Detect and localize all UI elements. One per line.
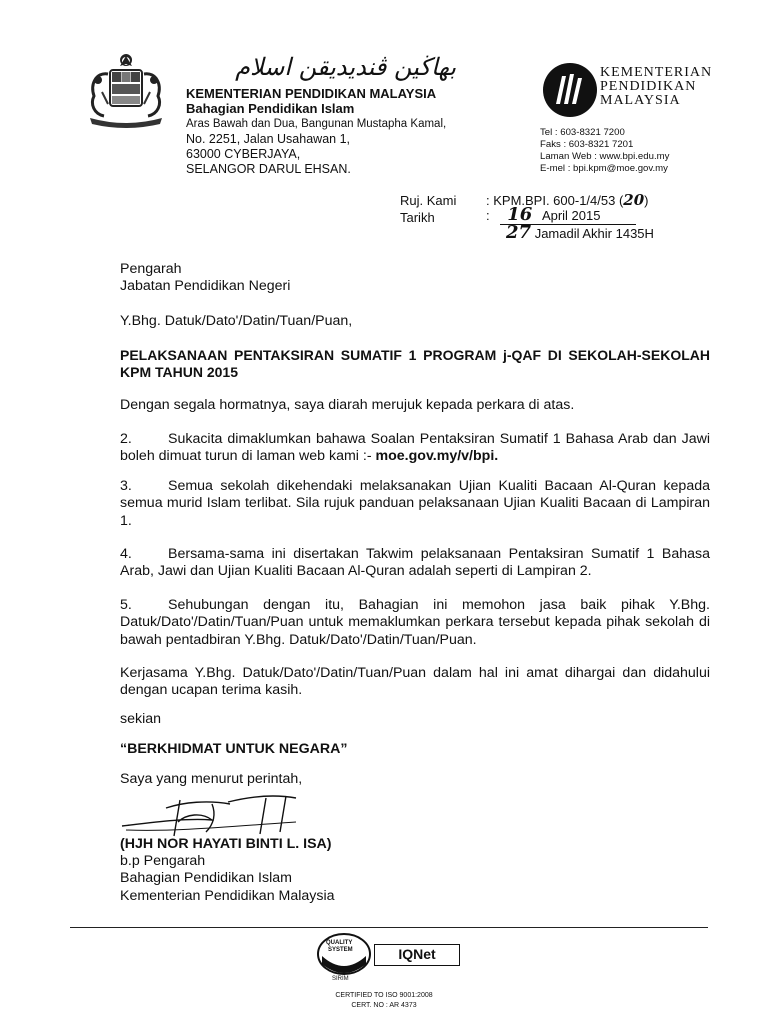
paragraph-4-text: Bersama-sama ini disertakan Takwim pelaksanaan Pentaksiran Sumatif 1 Bahasa Arab, Jawi dan Ujian Kualiti Bacaan Al-Quran adalah seperti di Lampiran 2. — [120, 546, 710, 580]
ref-label: Ruj. Kami — [400, 193, 457, 208]
signature-graphic — [116, 792, 316, 840]
iqnet-text: IQNet — [398, 946, 436, 962]
cert-iso-line: CERTIFIED TO ISO 9001:2008 — [335, 992, 433, 999]
paragraph-3-text: Semua sekolah dikehendaki melaksanakan Ujian Kualiti Bacaan Al-Quran kepada semua murid Islam terlibat. Sila rujuk panduan pelaksanaan Ujian Kualiti Bacaan di Lampiran 1. — [120, 478, 710, 529]
date-label: Tarikh — [400, 210, 435, 225]
subject-heading: PELAKSANAAN PENTAKSIRAN SUMATIF 1 PROGRAM j-QAF DI SEKOLAH-SEKOLAH KPM TAHUN 2015 — [120, 347, 710, 381]
ref-close-paren: ) — [644, 193, 649, 208]
date-value — [486, 206, 600, 224]
cert-number-line: CERT. NO : AR 4373 — [351, 1002, 417, 1009]
signatory-line-2: Bahagian Pendidikan Islam — [120, 870, 292, 886]
yours-faithfully: Saya yang menurut perintah, — [120, 771, 303, 787]
footer-divider — [70, 927, 708, 928]
paragraph-5-number: 5. — [120, 597, 132, 613]
certification-badges — [316, 932, 466, 988]
logo-text-kementerian: KEMENTERIAN — [600, 65, 713, 80]
paragraph-3 — [120, 478, 710, 530]
motto: “BERKHIDMAT UNTUK NEGARA” — [120, 741, 348, 757]
recipient-department: Jabatan Pendidikan Negeri — [120, 278, 291, 294]
logo-text-malaysia: MALAYSIA — [600, 93, 681, 108]
kpm-logo-icon — [542, 62, 598, 118]
closing-paragraph: Kerjasama Y.Bhg. Datuk/Dato'/Datin/Tuan/Puan dalam hal ini amat dihargai dan didahului dengan ucapan terima kasih. — [120, 665, 710, 699]
coat-of-arms-logo — [80, 52, 172, 130]
hijri-date — [506, 224, 654, 242]
paragraph-4 — [120, 546, 710, 581]
contact-email: E-mel : bpi.kpm@moe.gov.my — [540, 163, 668, 174]
division-name: Bahagian Pendidikan Islam — [186, 101, 355, 116]
bpi-website-link[interactable]: moe.gov.my/v/bpi. — [375, 448, 499, 465]
ref-value-text: : KPM.BPI. 600-1/4/53 ( — [486, 193, 624, 208]
date-month-year: April 2015 — [541, 208, 601, 223]
paragraph-2-text: Sukacita dimaklumkan bahawa Soalan Pentaksiran Sumatif 1 Bahasa Arab dan Jawi boleh dimuat turun di laman web kami :- — [120, 431, 710, 465]
paragraph-2-number: 2. — [120, 431, 132, 447]
contact-fax: Faks : 603-8321 7201 — [540, 139, 634, 150]
address-line-1: Aras Bawah dan Dua, Bangunan Mustapha Kamal, — [186, 118, 447, 130]
recipient-title: Pengarah — [120, 261, 182, 277]
date-colon: : — [486, 208, 490, 223]
paragraph-4-number: 4. — [120, 546, 132, 562]
badge-sirim-text: SIRIM — [332, 976, 349, 982]
hijri-month-year: Jamadil Akhir 1435H — [534, 226, 654, 241]
badge-quality-text: QUALITY — [326, 940, 353, 946]
contact-web: Laman Web : www.bpi.edu.my — [540, 151, 670, 162]
logo-text-pendidikan: PENDIDIKAN — [600, 79, 697, 94]
paragraph-2 — [120, 431, 710, 466]
badge-system-text: SYSTEM — [328, 947, 353, 953]
jawi-header: بهاڬين ڤنديديقن اسلام — [235, 53, 456, 81]
ministry-name: KEMENTERIAN PENDIDIKAN MALAYSIA — [186, 86, 437, 101]
address-line-4: SELANGOR DARUL EHSAN. — [186, 162, 351, 176]
iqnet-logo — [374, 944, 460, 966]
salutation: Y.Bhg. Datuk/Dato'/Datin/Tuan/Puan, — [120, 313, 353, 329]
signatory-name: (HJH NOR HAYATI BINTI L. ISA) — [120, 836, 332, 852]
address-line-2: No. 2251, Jalan Usahawan 1, — [186, 132, 350, 146]
opening-line: Dengan segala hormatnya, saya diarah merujuk kepada perkara di atas. — [120, 397, 575, 413]
address-line-3: 63000 CYBERJAYA, — [186, 147, 301, 161]
paragraph-5 — [120, 597, 710, 649]
hijri-handwritten-day: 27 — [506, 222, 532, 243]
paragraph-3-number: 3. — [120, 478, 132, 494]
signatory-line-3: Kementerian Pendidikan Malaysia — [120, 888, 335, 904]
sekian-text: sekian — [120, 711, 162, 727]
paragraph-5-text: Sehubungan dengan itu, Bahagian ini memohon jasa baik pihak Y.Bhg. Datuk/Dato'/Datin/Tuan/Puan untuk memaklumkan perkara tersebut kepada pihak sekolah di bawah pentadbiran Y.Bhg. Datuk/Dato'/Datin/Tuan/Puan. — [120, 597, 710, 648]
contact-tel: Tel : 603-8321 7200 — [540, 127, 625, 138]
ref-handwritten-number: 20 — [623, 191, 645, 209]
date-handwritten-day: 16 — [507, 204, 533, 225]
signatory-line-1: b.p Pengarah — [120, 853, 206, 869]
